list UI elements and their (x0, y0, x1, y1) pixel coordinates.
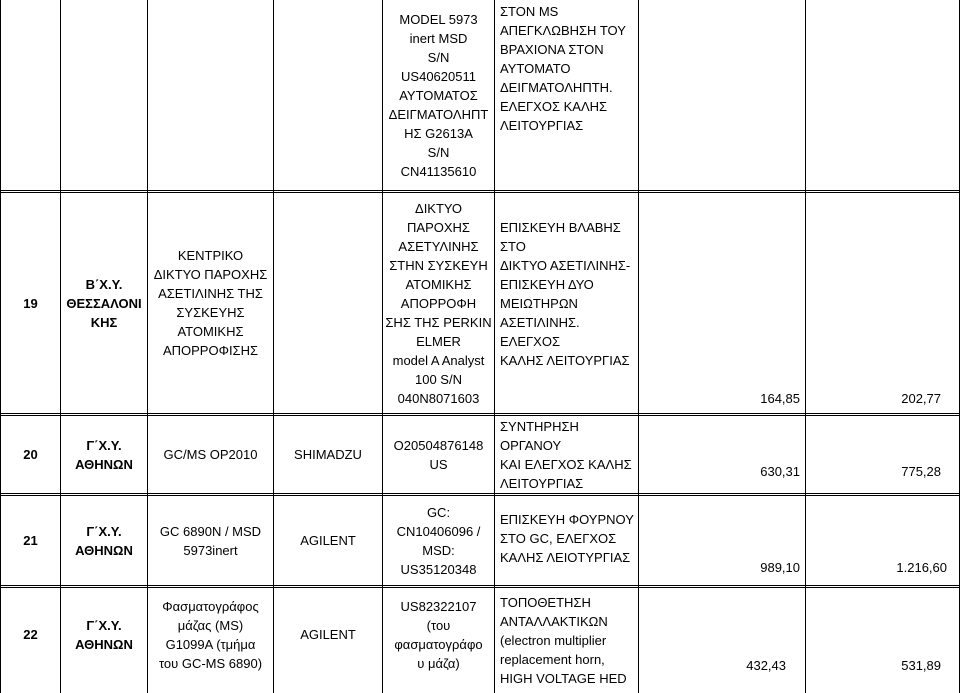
row-number: 19 (23, 295, 38, 311)
gross-price: 202,77 (901, 391, 941, 406)
row-number: 20 (23, 447, 38, 462)
row-number: 21 (23, 533, 38, 548)
net-price: 630,31 (760, 464, 800, 479)
gross-price: 775,28 (901, 464, 941, 479)
net-price: 432,43 (746, 658, 786, 673)
work-cell: ΤΟΠΟΘΕΤΗΣΗ ΑΝΤΑΛΛΑΚΤΙΚΩΝ (electron multiplier replacement horn, HIGH VOLTAGE HED (500, 595, 627, 686)
manufacturer-cell: AGILENT (300, 533, 356, 548)
work-cell: ΕΠΙΣΚΕΥΗ ΒΛΑΒΗΣ ΣΤΟ ΔΙΚΤΥΟ ΑΣΕΤΙΛΙΝΗΣ- ΕΠΙΣΚΕΥΗ ΔΥΟ ΜΕΙΩΤΗΡΩΝ ΑΣΕΤΙΛΙΝΗΣ. ΕΛΕΓΧΟΣ ΚΑΛΗΣ ΛΕΙΤΟΥΡΓΙΑΣ (500, 220, 631, 368)
serial-cell: MODEL 5973 inert MSD S/N US40620511 ΑΥΤΟΜΑΤΟΣ ΔΕΙΓΜΑΤΟΛΗΠΤ ΗΣ G2613A S/N CN41135610 (388, 11, 489, 179)
serial-cell: US82322107 (του φασματογράφο υ μάζα) (394, 598, 483, 671)
serial-cell: GC: CN10406096 / MSD: US35120348 (396, 504, 481, 577)
serial-cell: ΔΙΚΤΥΟ ΠΑΡΟΧΗΣ ΑΣΕΤΥΛΙΝΗΣ ΣΤΗΝ ΣΥΣΚΕΥΗ ΑΤΟΜΙΚΗΣ ΑΠΟΡΡΟΦΗ ΣΗΣ ΤΗΣ PERKIN ELMER model A Analyst 100 S/N 040N8071603 (385, 200, 492, 406)
device-cell: Φασματογράφος μάζας (MS) G1099A (τμήμα του GC-MS 6890) (158, 598, 263, 671)
location-cell: Γ΄Χ.Υ. ΑΘΗΝΩΝ (75, 523, 133, 558)
device-cell: GC/MS OP2010 (163, 447, 258, 462)
row-number: 22 (23, 627, 38, 642)
device-cell: GC 6890N / MSD 5973inert (159, 523, 262, 558)
net-price: 989,10 (760, 560, 800, 575)
manufacturer-cell: AGILENT (300, 627, 356, 642)
work-cell: ΣΥΝΤΗΡΗΣΗ ΟΡΓΑΝΟΥ ΚΑΙ ΕΛΕΓΧΟΣ ΚΑΛΗΣ ΛΕΙΤΟΥΡΓΙΑΣ (500, 418, 632, 491)
manufacturer-cell: SHIMADZU (294, 447, 362, 462)
location-cell: Β΄Χ.Υ. ΘΕΣΣΑΛΟΝΙ ΚΗΣ (66, 276, 142, 330)
device-cell: ΚΕΝΤΡΙΚΟ ΔΙΚΤΥΟ ΠΑΡΟΧΗΣ ΑΣΕΤΙΛΙΝΗΣ ΤΗΣ ΣΥΣΚΕΥΗΣ ΑΤΟΜΙΚΗΣ ΑΠΟΡΡΟΦΙΣΗΣ (153, 248, 268, 358)
location-cell: Γ΄Χ.Υ. ΑΘΗΝΩΝ (75, 617, 133, 652)
serial-cell: O20504876148 US (393, 437, 484, 472)
location-cell: Γ΄Χ.Υ. ΑΘΗΝΩΝ (75, 437, 133, 472)
net-price: 164,85 (760, 391, 800, 406)
gross-price: 1.216,60 (896, 560, 947, 575)
work-cell: ΕΠΙΣΚΕΥΗ ΦΟΥΡΝΟΥ ΣΤΟ GC, ΕΛΕΓΧΟΣ ΚΑΛΗΣ ΛΕΙΟΤΥΡΓΙΑΣ (500, 512, 634, 565)
gross-price: 531,89 (901, 658, 941, 673)
work-cell: ΣΤΟΝ MS ΑΠΕΓΚΛΩΒΗΣΗ ΤΟΥ ΒΡΑΧΙΟΝΑ ΣΤΟΝ ΑΥΤΟΜΑΤΟ ΔΕΙΓΜΑΤΟΛΗΠΤΗ. ΕΛΕΓΧΟΣ ΚΑΛΗΣ ΛΕΙΤΟΥΡΓΙΑΣ (500, 3, 626, 133)
